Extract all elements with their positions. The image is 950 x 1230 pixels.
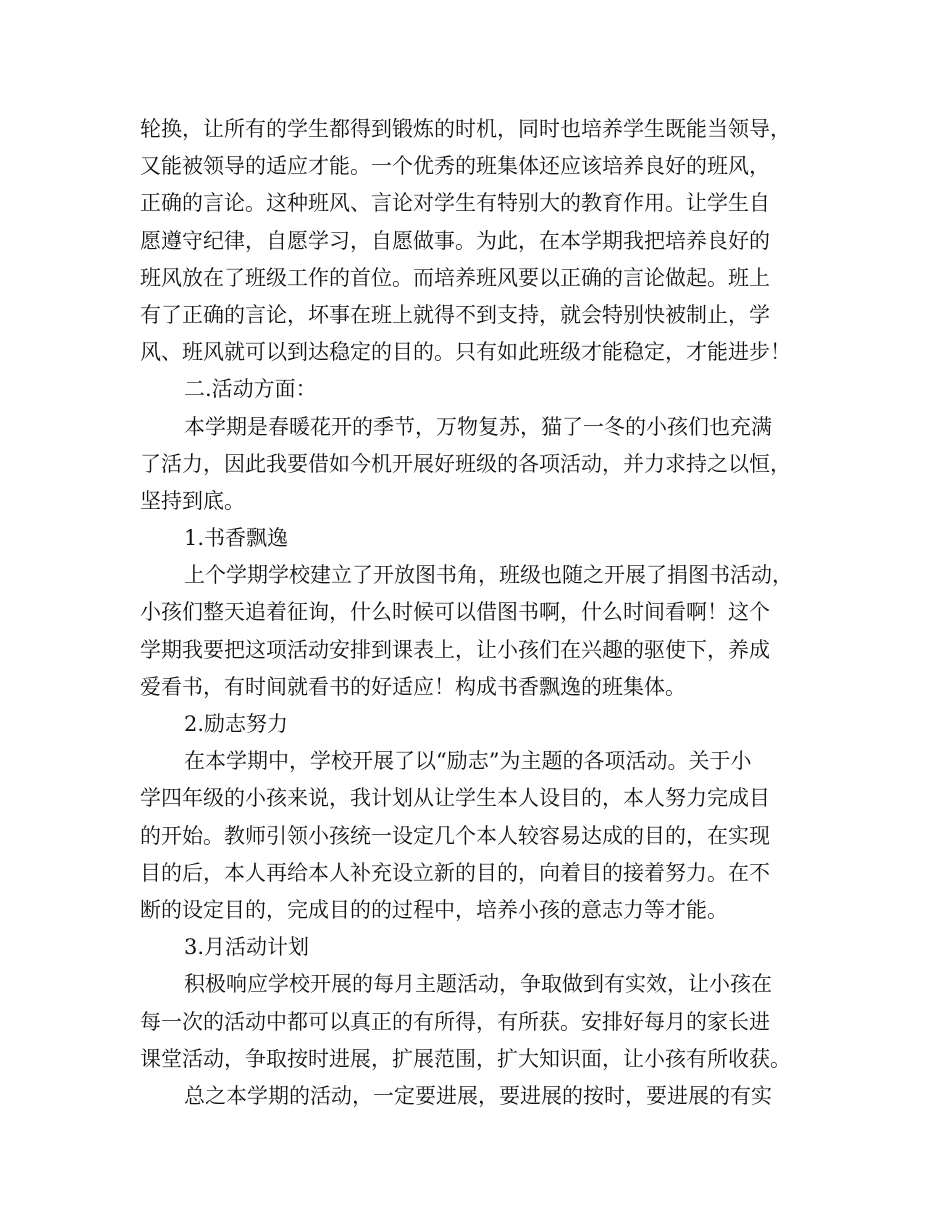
text-line: 又能被领导的适应才能。一个优秀的班集体还应该培养良好的班风，: [140, 154, 770, 179]
body-text: [140, 111, 840, 1115]
text-line: 正确的言论。这种班风、言论对学生有特别大的教育作用。让学生自: [140, 191, 770, 216]
text-line: 了活力，因此我要借如今机开展好班级的各项活动，并力求持之以恒，: [140, 451, 791, 476]
text-line: 轮换，让所有的学生都得到锻炼的时机，同时也培养学生既能当领导，: [140, 117, 791, 141]
text-line: 每一次的活动中都可以真正的有所得，有所获。安排好每月的家长进: [140, 1009, 770, 1034]
text-line: 上个学期学校建立了开放图书角，班级也随之开展了捐图书活动，: [184, 563, 793, 588]
text-line: 1.书香飘逸: [184, 526, 289, 551]
text-line: 班风放在了班级工作的首位。而培养班风要以正确的言论做起。班上: [140, 265, 770, 290]
text-line: 2.励志努力: [184, 712, 289, 736]
text-line: 本学期是春暖花开的季节，万物复苏，猫了一冬的小孩们也充满: [184, 414, 772, 439]
text-line: 的开始。教师引领小孩统一设定几个本人较容易达成的目的，在实现: [140, 823, 770, 848]
text-line: 课堂活动，争取按时进展，扩展范围，扩大知识面，让小孩有所收获。: [140, 1046, 791, 1071]
text-line: 学期我要把这项活动安排到课表上，让小孩们在兴趣的驱使下，养成: [140, 637, 770, 662]
text-line: 有了正确的言论，坏事在班上就得不到支持，就会特别快被制止，学: [140, 302, 770, 327]
text-line: 学四年级的小孩来说，我计划从让学生本人设目的，本人努力完成目: [140, 786, 770, 811]
text-line: 总之本学期的活动，一定要进展，要进展的按时，要进展的有实: [184, 1083, 772, 1108]
text-line: 3.月活动计划: [184, 935, 310, 960]
text-line: 坚持到底。: [140, 488, 245, 513]
text-line: 积极响应学校开展的每月主题活动，争取做到有实效，让小孩在: [184, 972, 772, 997]
text-line: 断的设定目的，完成目的的过程中，培养小孩的意志力等才能。: [140, 897, 728, 922]
text-line: 在本学期中，学校开展了以“励志”为主题的各项活动。关于小: [184, 749, 752, 774]
text-line: 目的后，本人再给本人补充设立新的目的，向着目的接着努力。在不: [140, 860, 770, 885]
text-line: 爱看书，有时间就看书的好适应！构成书香飘逸的班集体。: [140, 674, 686, 699]
text-line: 风、班风就可以到达稳定的目的。只有如此班级才能稳定，才能进步！: [140, 340, 791, 365]
text-line: 愿遵守纪律，自愿学习，自愿做事。为此，在本学期我把培养良好的: [140, 228, 770, 253]
text-line: 小孩们整天追着征询，什么时候可以借图书啊，什么时间看啊！这个: [140, 600, 770, 625]
text-line: 二.活动方面：: [184, 377, 317, 402]
